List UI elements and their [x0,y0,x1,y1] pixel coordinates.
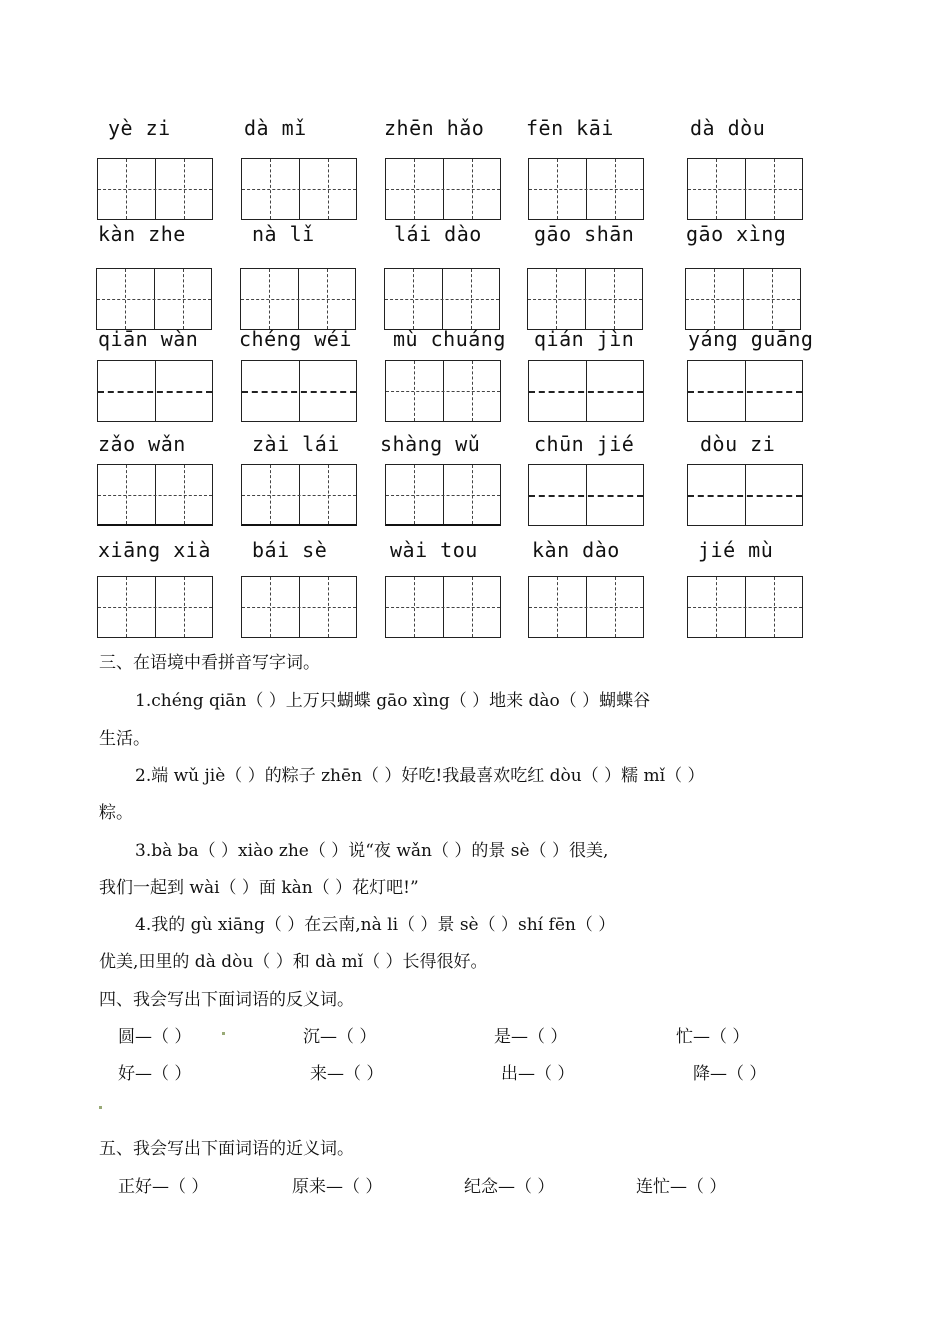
writing-box[interactable] [528,158,644,220]
pinyin-label: kàn dào [532,538,620,562]
writing-box[interactable] [240,268,356,330]
writing-box[interactable] [685,268,801,330]
writing-box[interactable] [97,360,213,422]
pinyin-label: qiān wàn [98,327,199,351]
synonym-item: 纪念—（ ） [464,1177,555,1197]
pinyin-label: zài lái [252,432,340,456]
pinyin-label: yè zi [108,116,171,140]
pinyin-label: bái sè [252,538,328,562]
pinyin-label: shàng wǔ [380,432,481,456]
antonym-item: 圆—（ ） [118,1027,192,1047]
writing-box[interactable] [527,268,643,330]
pinyin-label: zǎo wǎn [98,432,186,456]
writing-box[interactable] [385,464,501,526]
ink-speck [99,1106,102,1109]
synonym-item: 连忙—（ ） [636,1177,727,1197]
pinyin-label: zhēn hǎo [384,116,485,140]
writing-box[interactable] [528,360,644,422]
antonym-item: 沉—（ ） [303,1027,377,1047]
ink-speck [222,1032,225,1035]
exercise-line: 优美,田里的 dà dòu（ ）和 dà mǐ（ ）长得很好。 [99,952,488,972]
pinyin-label: mù chuáng [393,327,506,351]
pinyin-label: xiāng xià [98,538,211,562]
writing-box[interactable] [97,158,213,220]
antonym-item: 来—（ ） [310,1064,384,1084]
writing-box[interactable] [241,464,357,526]
antonym-item: 降—（ ） [693,1064,767,1084]
antonym-item: 忙—（ ） [676,1027,750,1047]
section-4-title: 四、我会写出下面词语的反义词。 [99,990,354,1010]
pinyin-label: lái dào [394,222,482,246]
writing-box[interactable] [687,360,803,422]
writing-box[interactable] [384,268,500,330]
writing-box[interactable] [385,576,501,638]
writing-box[interactable] [241,576,357,638]
exercise-line: 我们一起到 wài（ ）面 kàn（ ）花灯吧!” [99,878,419,898]
writing-box[interactable] [528,464,644,526]
exercise-line: 生活。 [99,729,150,749]
writing-box[interactable] [241,158,357,220]
synonym-item: 正好—（ ） [118,1177,209,1197]
writing-box[interactable] [241,360,357,422]
pinyin-label: yáng guāng [688,327,814,351]
pinyin-label: gāo shān [534,222,635,246]
pinyin-label: chūn jié [534,432,635,456]
pinyin-label: dòu zi [700,432,776,456]
writing-box[interactable] [385,360,501,422]
pinyin-label: dà mǐ [244,116,307,140]
writing-box[interactable] [687,158,803,220]
exercise-line: 4.我的 gù xiāng（ ）在云南,nà li（ ）景 sè（ ）shí fēn（ ） [135,915,616,935]
antonym-item: 出—（ ） [501,1064,575,1084]
exercise-line: 3.bà ba（ ）xiào zhe（ ）说“夜 wǎn（ ）的景 sè（ ）很美, [135,841,609,861]
synonym-item: 原来—（ ） [292,1177,383,1197]
exercise-line: 2.端 wǔ jiè（ ）的粽子 zhēn（ ）好吃!我最喜欢吃红 dòu（ ）糯 mǐ（ ） [135,766,705,786]
exercise-line: 1.chéng qiān（ ）上万只蝴蝶 gāo xìng（ ）地来 dào（ ）蝴蝶谷 [135,691,651,711]
pinyin-label: wài tou [390,538,478,562]
writing-box[interactable] [97,576,213,638]
antonym-item: 好—（ ） [118,1064,192,1084]
section-3-title: 三、在语境中看拼音写字词。 [99,653,320,673]
pinyin-label: jié mù [698,538,774,562]
pinyin-label: nà lǐ [252,222,315,246]
pinyin-label: chéng wéi [239,327,352,351]
pinyin-label: dà dòu [690,116,766,140]
antonym-item: 是—（ ） [494,1027,568,1047]
pinyin-label: fēn kāi [526,116,614,140]
writing-box[interactable] [385,158,501,220]
writing-box[interactable] [528,576,644,638]
writing-box[interactable] [97,464,213,526]
writing-box[interactable] [687,464,803,526]
writing-box[interactable] [96,268,212,330]
pinyin-label: qián jìn [534,327,635,351]
pinyin-label: kàn zhe [98,222,186,246]
pinyin-label: gāo xìng [686,222,787,246]
section-5-title: 五、我会写出下面词语的近义词。 [99,1139,354,1159]
writing-box[interactable] [687,576,803,638]
exercise-line: 粽。 [99,803,133,823]
